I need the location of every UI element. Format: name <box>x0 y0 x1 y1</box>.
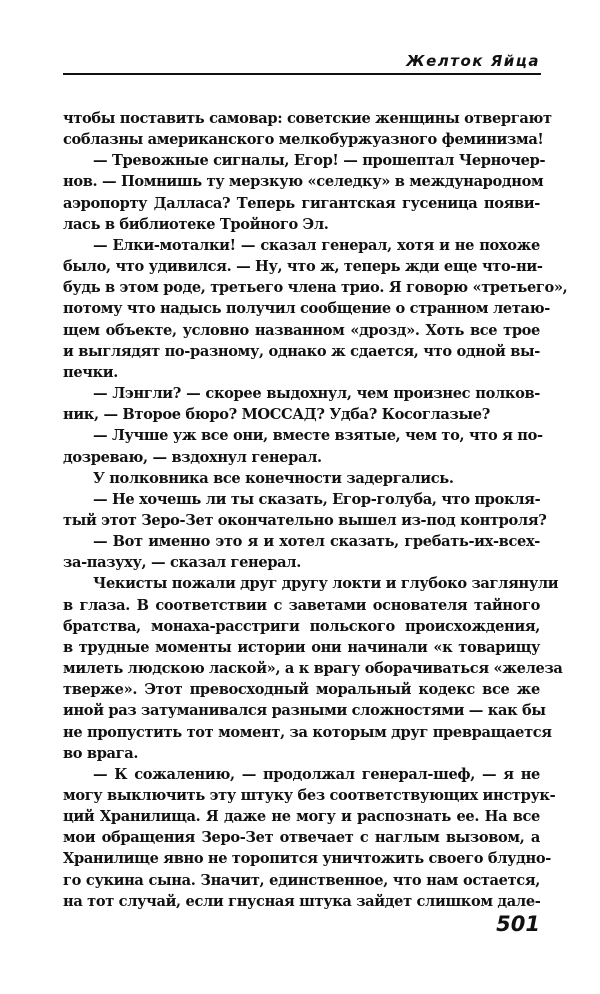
text-line: печки. <box>63 363 118 381</box>
text-line: было, что удивился. — Ну, что ж, теперь жди еще что-ни- <box>63 258 543 276</box>
text-line: милеть людскою лаской», а к врагу оборачиваться «железа <box>63 660 563 678</box>
text-line: Чекисты пожали друг другу локти и глубоко заглянули <box>93 575 559 593</box>
text-line: и выглядят по-разному, однако ж сдается, что одной вы- <box>63 342 540 360</box>
text-line: ник, — Второе бюро? МОССАД? Удба? Косоглазые? <box>63 406 490 424</box>
text-line: — Елки-моталки! — сказал генерал, хотя и не похоже <box>93 236 540 254</box>
text-line: — К сожалению, — продолжал генерал-шеф, — я не <box>93 765 540 783</box>
text-line: лась в библиотеке Тройного Эл. <box>63 215 329 233</box>
text-line: иной раз затуманивался разными сложностями — как бы <box>63 702 546 720</box>
text-line: У полковника все конечности задергались. <box>93 469 454 487</box>
text-line: аэропорту Далласа? Теперь гигантская гусеница появи- <box>63 194 540 212</box>
text-line: чтобы поставить самовар: советские женщины отвергают <box>63 110 552 127</box>
text-line: соблазны американского мелкобуржуазного феминизма! <box>63 131 544 149</box>
text-line: — Вот именно это я и хотел сказать, гребать-их-всех- <box>93 533 540 551</box>
text-line: — Не хочешь ли ты сказать, Егор-голуба, что прокля- <box>93 490 541 508</box>
text-line: за-пазуху, — сказал генерал. <box>63 554 301 572</box>
text-line: — Лэнгли? — скорее выдохнул, чем произнес полков- <box>93 385 540 403</box>
text-line: нов. — Помнишь ту мерзкую «селедку» в международном <box>63 173 544 191</box>
text-line: — Лучше уж все они, вместе взятые, чем то, что я по- <box>93 427 543 445</box>
text-line: — Тревожные сигналы, Егор! — прошептал Черночер- <box>93 152 546 170</box>
text-line: на тот случай, если гнусная штука зайдет слишком дале- <box>63 892 541 910</box>
text-line: тый этот Зеро-Зет окончательно вышел из-под контроля? <box>63 511 547 529</box>
text-line: во врага. <box>63 744 139 762</box>
text-line: могу выключить эту штуку без соответствующих инструк- <box>63 787 556 804</box>
text-line: потому что надысь получил сообщение о странном летаю- <box>63 300 550 318</box>
text-line: Хранилище явно не торопится уничтожить своего блудно- <box>63 850 551 868</box>
header-rule <box>63 73 541 75</box>
page-number: 501 <box>496 912 540 936</box>
body-text <box>63 108 568 912</box>
text-line: щем объекте, условно названном «дрозд». Хоть все трое <box>63 321 540 339</box>
text-line: будь в этом роде, третьего члена трио. Я говорю «третьего», <box>63 279 568 297</box>
text-line: го сукина сына. Значит, единственное, что нам остается, <box>63 871 540 889</box>
text-line: в трудные моменты истории они начинали «к товарищу <box>63 638 540 656</box>
text-line: братства, монаха-расстриги польского происхождения, <box>63 617 540 635</box>
text-line: ций Хранилища. Я даже не могу и распознать ее. На все <box>63 808 540 826</box>
running-head-title: Желток Яйца <box>406 52 540 70</box>
text-line: мои обращения Зеро-Зет отвечает с наглым вызовом, а <box>63 829 540 847</box>
text-line: дозреваю, — вздохнул генерал. <box>63 448 322 466</box>
text-line: в глаза. В соответствии с заветами основателя тайного <box>63 596 540 614</box>
text-line: не пропустить тот момент, за которым друг превращается <box>63 723 552 741</box>
text-line: тверже». Этот превосходный моральный кодекс все же <box>63 681 540 699</box>
